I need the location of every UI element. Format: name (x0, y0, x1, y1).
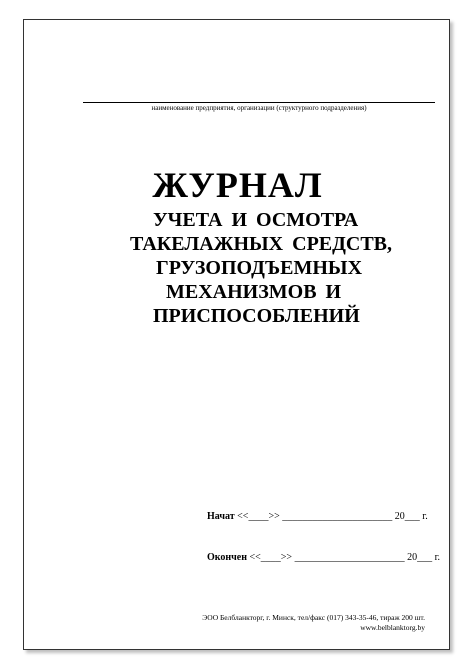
end-date-field[interactable]: <<____>> ______________________ 20___ г. (249, 552, 441, 563)
end-date-row (207, 552, 440, 564)
subtitle-line: ТАКЕЛАЖНЫХ СРЕДСТВ, (130, 233, 393, 255)
organization-caption: наименование предприятия, организации (структурного подразделения) (151, 104, 367, 112)
subtitle-line: МЕХАНИЗМОВ И (166, 281, 342, 303)
publisher-website: www.belblanktorg.by (360, 623, 425, 632)
subtitle-line: ПРИСПОСОБЛЕНИЙ (153, 305, 360, 327)
publisher-info: ЭОО Белбланкторг, г. Минск, тел/факс (017) 343-35-46, тираж 200 шт. (202, 613, 425, 622)
subtitle-line: ГРУЗОПОДЪЕМНЫХ (156, 257, 363, 279)
start-date-field[interactable]: <<____>> ______________________ 20___ г. (237, 511, 428, 522)
journal-subtitle (24, 208, 451, 338)
end-date-label: Окончен (207, 552, 248, 563)
journal-cover (23, 19, 450, 650)
subtitle-line: УЧЕТА И ОСМОТРА (153, 209, 359, 231)
organization-name-line (83, 102, 435, 103)
start-date-label: Начат (207, 511, 235, 522)
journal-title: ЖУРНАЛ (152, 165, 323, 205)
start-date-row (207, 511, 428, 523)
